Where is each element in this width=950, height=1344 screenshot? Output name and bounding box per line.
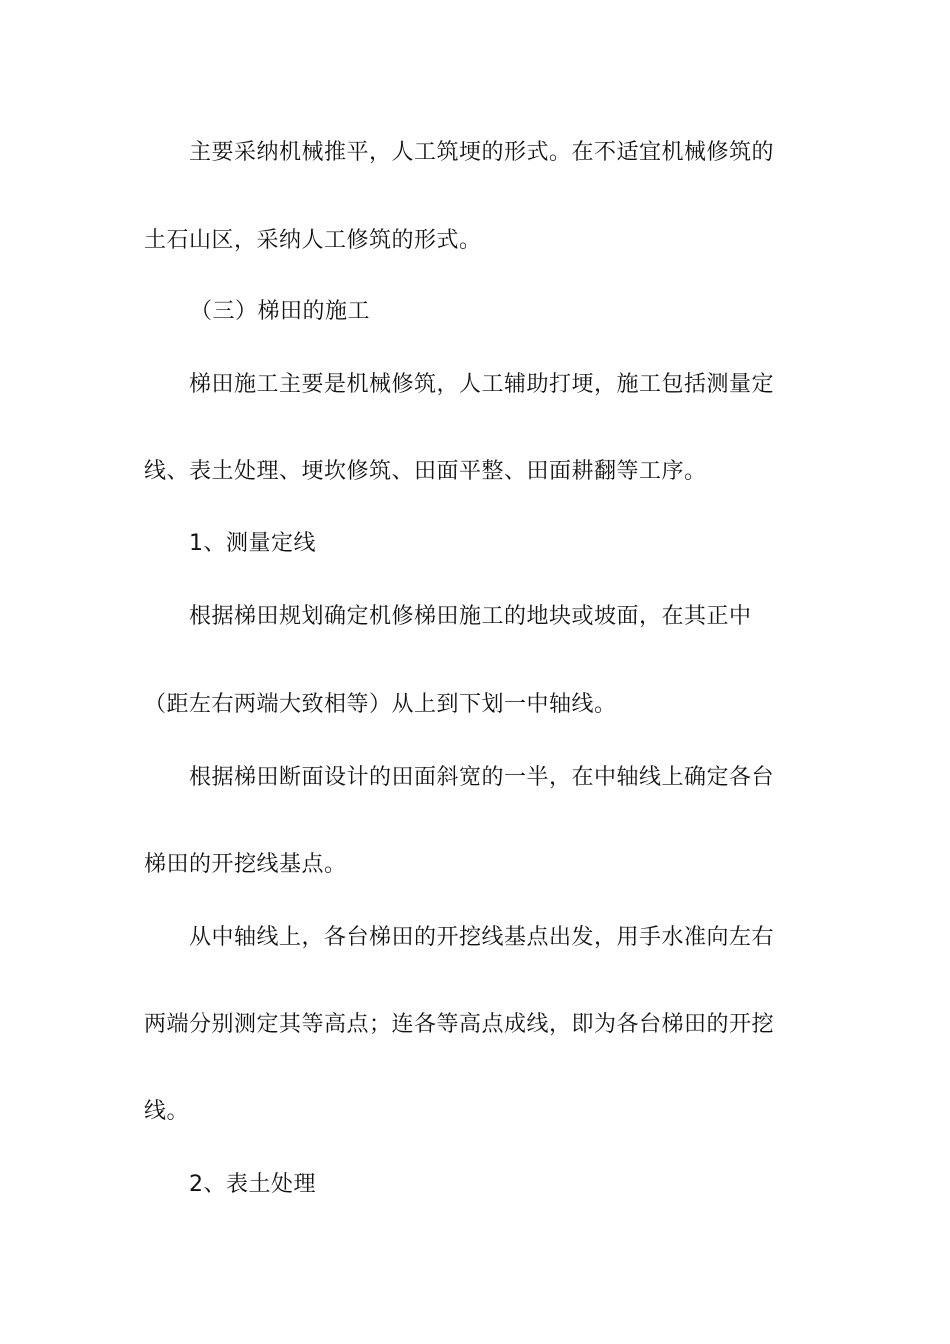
- section-heading: （三）梯田的施工: [190, 299, 371, 324]
- paragraph-line: 线、表土处理、埂坎修筑、田面平整、田面耕翻等工序。: [144, 459, 707, 484]
- paragraph-line: 主要采纳机械推平，人工筑埂的形式。在不适宜机械修筑的: [189, 140, 775, 165]
- paragraph-line: 梯田的开挖线基点。: [144, 852, 347, 877]
- paragraph-line: 从中轴线上，各台梯田的开挖线基点出发，用手水准向左右: [189, 925, 775, 950]
- subsection-heading: 1、测量定线: [189, 531, 316, 556]
- paragraph-line: 土石山区，采纳人工修筑的形式。: [144, 228, 482, 253]
- paragraph-line: 梯田施工主要是机械修筑，人工辅助打埂，施工包括测量定: [189, 372, 775, 397]
- paragraph-line: 根据梯田断面设计的田面斜宽的一半，在中轴线上确定各台: [189, 765, 775, 790]
- paragraph-line: 根据梯田规划确定机修梯田施工的地块或坡面，在其正中: [189, 604, 752, 629]
- paragraph-line: 两端分别测定其等高点；连各等高点成线，即为各台梯田的开挖: [144, 1012, 775, 1037]
- paragraph-line: 线。: [144, 1099, 190, 1124]
- paragraph-line: （距左右两端大致相等）从上到下划一中轴线。: [144, 692, 617, 717]
- subsection-heading: 2、表土处理: [189, 1172, 316, 1197]
